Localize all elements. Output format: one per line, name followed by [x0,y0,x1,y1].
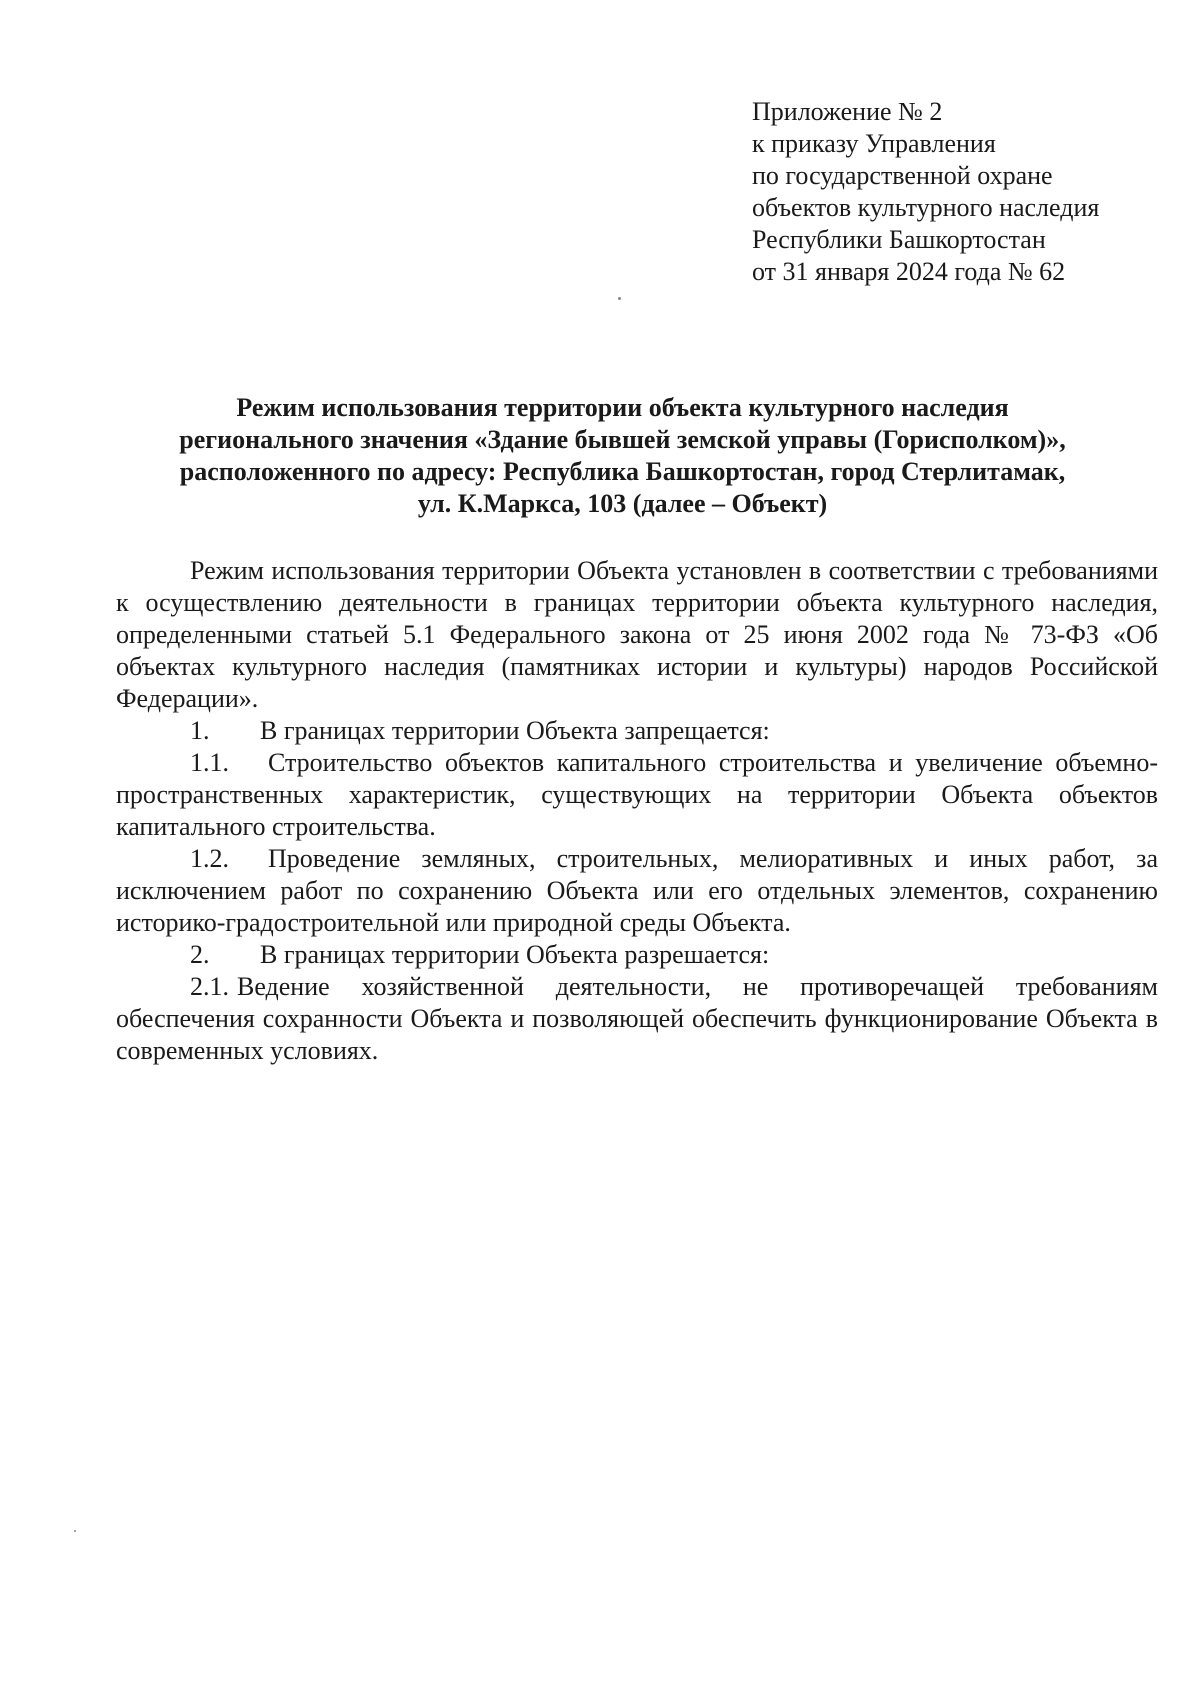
title-line: Режим использования территории объекта культурного наследия [236,393,1009,422]
clause-number: 2. [190,940,210,969]
clause-text: Проведение земляных, строительных, мелиоративных и иных работ, за исключением работ по сохранению Объекта или его отдельных элементов, сохранению историко-градостроительной или природной среды Объекта. [116,844,1158,937]
document-title [120,392,1125,520]
clause-2-1 [116,971,1158,1067]
appendix-line: Приложение № 2 [752,97,943,126]
clause-number: 1. [190,716,210,745]
clause-1-2 [116,843,1158,939]
clause-text: В границах территории Объекта запрещается: [260,716,770,745]
clause-1 [116,715,1158,747]
appendix-header [752,96,1172,288]
appendix-line: объектов культурного наследия [752,193,1100,222]
document-body [116,555,1158,1067]
clause-text: В границах территории Объекта разрешается: [260,940,770,969]
clause-text: Ведение хозяйственной деятельности, не противоречащей требованиям обеспечения сохранности Объекта и позволяющей обеспечить функционирование Объекта в современных условиях. [116,972,1158,1065]
appendix-line: к приказу Управления [752,129,996,158]
scan-speck [74,1530,76,1532]
clause-text: Строительство объектов капитального строительства и увеличение объемно-пространственных характеристик, существующих на территории Объекта объектов капитального строительства. [116,748,1158,841]
clause-2 [116,939,1158,971]
title-line: ул. К.Маркса, 103 (далее – Объект) [417,489,828,518]
intro-paragraph: Режим использования территории Объекта установлен в соответствии с требованиями к осуществлению деятельности в границах территории объекта культурного наследия, определенными статьей 5.1 Федерального закона от 25 июня 2002 года № 73-ФЗ «Об объектах культурного наследия (памятниках истории и культуры) народов Российской Федерации». [116,556,1158,713]
scan-speck [618,297,621,300]
title-line: расположенного по адресу: Республика Башкортостан, город Стерлитамак, [179,457,1066,486]
clause-number: 1.1. [190,748,229,777]
clause-number: 2.1. [190,972,229,1001]
clause-1-1 [116,747,1158,843]
appendix-line: по государственной охране [752,161,1053,190]
appendix-line: Республики Башкортостан [752,225,1046,254]
clause-number: 1.2. [190,844,229,873]
title-line: регионального значения «Здание бывшей земской управы (Горисполком)», [179,425,1066,454]
appendix-line: от 31 января 2024 года № 62 [752,257,1066,286]
